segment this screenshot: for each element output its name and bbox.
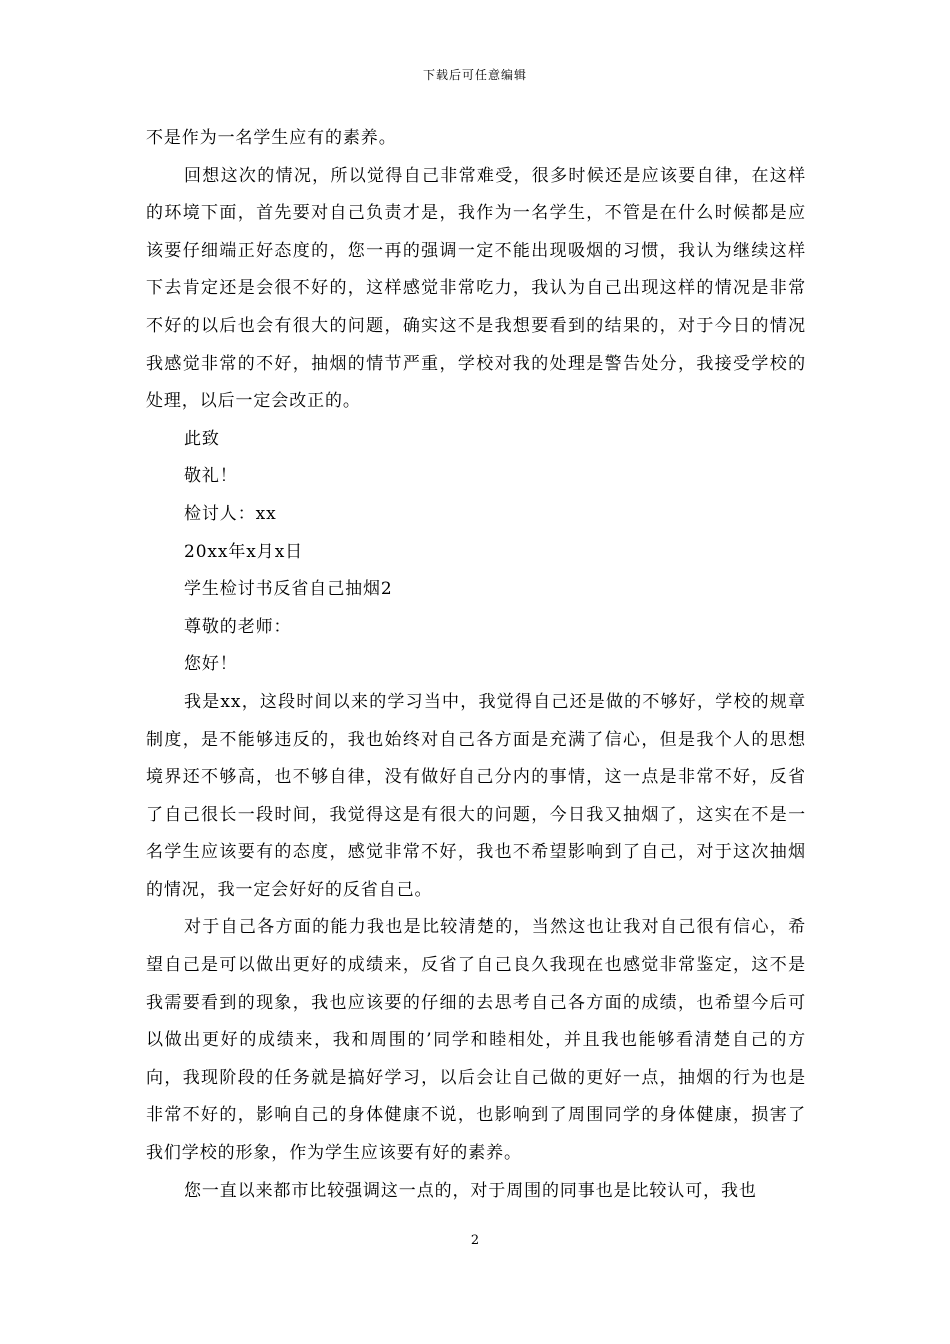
paragraph-reflection: 回想这次的情况，所以觉得自己非常难受，很多时候还是应该要自律，在这样的环境下面，首先要对自己负责才是，我作为一名学生，不管是在什么时候都是应该要仔细端正好态度的，您一再的强调一定不能出现吸烟的习惯，我认为继续这样下去肯定还是会很不好的，这样感觉非常吃力，我认为自己出现这样的情况是非常不好的以后也会有很大的问题，确实这不是我想要看到的结果的，对于今日的情况我感觉非常的不好，抽烟的情节严重，学校对我的处理是警告处分，我接受学校的处理，以后一定会改正的。 — [146, 165, 806, 412]
page-number: 2 — [470, 1233, 480, 1248]
signature-author: 检讨人：xx — [184, 503, 277, 524]
paragraph-self-assessment: 对于自己各方面的能力我也是比较清楚的，当然这也让我对自己很有信心，希望自己是可以做出更好的成绩来，反省了自己良久我现在也感觉非常鉴定，这不是我需要看到的现象，我也应该要的仔细的去思考自己各方面的成绩，也希望今后可以做出更好的成绩来，我和周围的’同学和睦相处，并且我也能够看清楚自己的方向，我现阶段的任务就是搞好学习，以后会让自己做的更好一点，抽烟的行为也是非常不好的，影响自己的身体健康不说，也影响到了周围同学的身体健康，损害了我们学校的形象，作为学生应该要有好的素养。 — [146, 917, 806, 1164]
paragraph-introduction: 我是xx，这段时间以来的学习当中，我觉得自己还是做的不够好，学校的规章制度，是不能够违反的，我也始终对自己各方面是充满了信心，但是我个人的思想境界还不够高，也不够自律，没有做好自己分内的事情，这一点是非常不好，反省了自己很长一段时间，我觉得这是有很大的问题，今日我又抽烟了，这实在不是一名学生应该要有的态度，感觉非常不好，我也不希望影响到了自己，对于这次抽烟的情况，我一定会好好的反省自己。 — [146, 691, 806, 900]
closing-salutation: 此致 — [184, 428, 220, 449]
closing-regards: 敬礼！ — [184, 466, 238, 487]
greeting-recipient: 尊敬的老师： — [184, 616, 292, 637]
signature-date: 20xx年x月x日 — [184, 541, 304, 562]
page-header: 下载后可任意编辑 — [422, 68, 527, 82]
section-title: 学生检讨书反省自己抽烟2 — [184, 579, 393, 600]
paragraph-continuation: 不是作为一名学生应有的素养。 — [146, 128, 397, 148]
document-body — [146, 120, 806, 1210]
paragraph-continued: 您一直以来都市比较强调这一点的，对于周围的同事也是比较认可，我也 — [184, 1180, 757, 1201]
greeting-hello: 您好！ — [184, 654, 238, 675]
